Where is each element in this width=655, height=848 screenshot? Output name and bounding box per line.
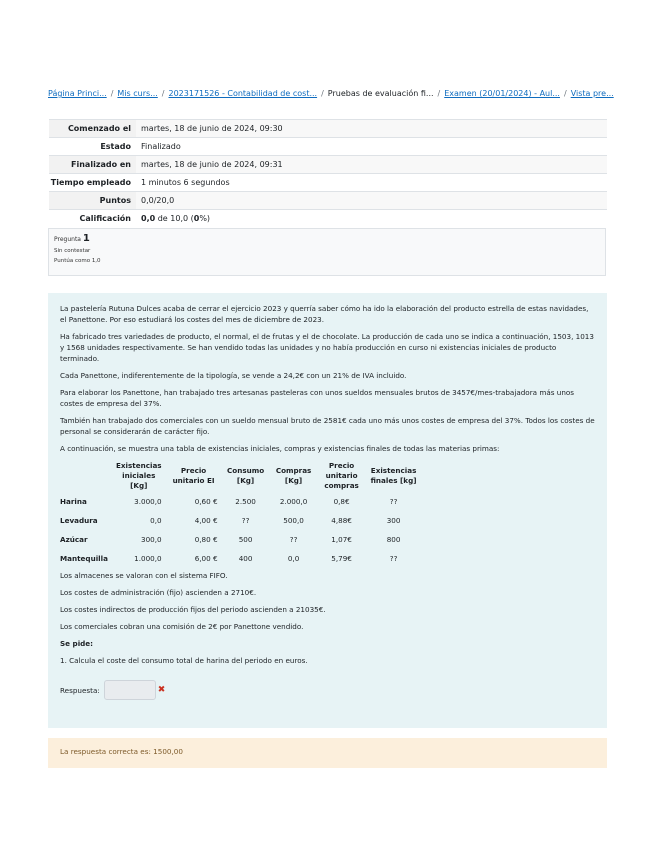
- table-cell: Azúcar: [60, 535, 88, 544]
- question-paragraph: Cada Panettone, indiferentemente de la tipología, se vende a 24,2€ con un 21% de IVA incluido.: [60, 371, 407, 380]
- summary-row: [49, 156, 607, 174]
- table-cell: 0,0: [287, 554, 300, 563]
- breadcrumb-course-link[interactable]: 2023171526 - Contabilidad de cost...: [168, 89, 318, 98]
- table-header: Existencias finales [kg]: [370, 466, 417, 485]
- table-cell: Harina: [60, 497, 87, 506]
- table-cell: 3.000,0: [134, 497, 162, 506]
- answer-row: [60, 680, 595, 700]
- question-paragraph: Ha fabricado tres variedades de producto, el normal, el de frutas y el de chocolate. La producción de cada uno se indica a continuación, 1503, 1013 y 1568 unidades respectivamente. Se han vendido todas las unidades y no había producción en curso ni existencias iniciales de producto terminado.: [60, 332, 594, 363]
- table-cell: 0,0: [150, 516, 162, 525]
- summary-row: [49, 192, 607, 210]
- table-cell: ??: [389, 497, 398, 506]
- table-cell: 4,00 €: [194, 516, 218, 525]
- breadcrumb: [48, 88, 614, 99]
- question-paragraph: La pastelería Rutuna Dulces acaba de cerrar el ejercicio 2023 y querría saber cómo ha ido la elaboración del producto estrella de estas navidades, el Panettone. Por eso estudiará los costes del mes de diciembre de 2023.: [60, 304, 589, 324]
- grade-end: %): [199, 214, 211, 223]
- table-header: Consumo [Kg]: [227, 466, 265, 485]
- ask-text: 1. Calcula el coste del consumo total de harina del periodo en euros.: [60, 656, 308, 665]
- table-cell: 0,60 €: [194, 497, 218, 506]
- answer-label: Respuesta:: [60, 685, 100, 695]
- summary-label: Tiempo empleado: [49, 174, 136, 192]
- table-header-row: [60, 460, 422, 492]
- table-row: [60, 530, 422, 549]
- summary-value: martes, 18 de junio de 2024, 09:31: [136, 156, 607, 174]
- table-cell: 6,00 €: [194, 554, 218, 563]
- table-header: Precio unitario EI: [172, 466, 215, 485]
- incorrect-icon: ✖: [157, 684, 166, 695]
- summary-label: Finalizado en: [49, 156, 136, 174]
- summary-value: martes, 18 de junio de 2024, 09:30: [136, 120, 607, 138]
- answer-input[interactable]: [104, 680, 156, 700]
- summary-label: Comenzado el: [49, 120, 136, 138]
- summary-value: Finalizado: [136, 138, 607, 156]
- table-cell: ??: [241, 516, 250, 525]
- breadcrumb-my-courses-link[interactable]: Mis curs...: [117, 89, 158, 98]
- question-number: [54, 233, 600, 244]
- table-cell: 2.500: [235, 497, 256, 506]
- table-row: [60, 492, 422, 511]
- table-header: [60, 460, 112, 492]
- breadcrumb-separator: /: [563, 89, 567, 98]
- table-cell: 500,0: [283, 516, 304, 525]
- table-header: Existencias iniciales [Kg]: [116, 461, 162, 490]
- summary-row: [49, 174, 607, 192]
- breadcrumb-section: Pruebas de evaluación fi...: [327, 89, 434, 98]
- summary-value: 1 minutos 6 segundos: [136, 174, 607, 192]
- breadcrumb-separator: /: [437, 89, 441, 98]
- table-cell: 300,0: [141, 535, 162, 544]
- grade-value: [136, 210, 607, 228]
- table-cell: 400: [238, 554, 253, 563]
- table-cell: Mantequilla: [60, 554, 108, 563]
- table-cell: 800: [386, 535, 401, 544]
- table-cell: ??: [389, 554, 398, 563]
- question-paragraph: También han trabajado dos comerciales con un sueldo mensual bruto de 2581€ cada uno más unos costes de empresa del 37%. Todos los costes de personal se considerarán de carácter fijo.: [60, 416, 595, 436]
- attempt-summary-table: [49, 119, 607, 227]
- grade-percent: 0: [193, 214, 200, 223]
- question-paragraph: A continuación, se muestra una tabla de existencias iniciales, compras y existencias finales de todas las materias primas:: [60, 444, 500, 453]
- question-number-value: 1: [82, 233, 90, 244]
- summary-row: [49, 138, 607, 156]
- question-marks: Puntúa como 1,0: [54, 258, 101, 264]
- table-cell: ??: [289, 535, 298, 544]
- summary-label: Calificación: [49, 210, 136, 228]
- breadcrumb-separator: /: [110, 89, 114, 98]
- table-cell: 1,07€: [331, 535, 352, 544]
- table-cell: 5,79€: [331, 554, 352, 563]
- question-state: Sin contestar: [54, 248, 91, 254]
- table-header: Precio unitario compras: [324, 461, 359, 490]
- summary-row: [49, 120, 607, 138]
- question-paragraph: Los costes indirectos de producción fijos del periodo ascienden a 21035€.: [60, 605, 326, 614]
- table-row: [60, 511, 422, 530]
- table-cell: 0,80 €: [194, 535, 218, 544]
- summary-value: 0,0/20,0: [136, 192, 607, 210]
- table-cell: 300: [386, 516, 401, 525]
- raw-materials-table: [60, 460, 422, 568]
- breadcrumb-separator: /: [321, 89, 324, 98]
- table-cell: Levadura: [60, 516, 98, 525]
- table-cell: 0,8€: [333, 497, 350, 506]
- table-header: Compras [Kg]: [275, 466, 312, 485]
- table-cell: 4,88€: [331, 516, 352, 525]
- question-formulation: [48, 293, 607, 728]
- breadcrumb-quiz-link[interactable]: Examen (20/01/2024) - Aul...: [444, 89, 560, 98]
- breadcrumb-separator: /: [161, 89, 165, 98]
- ask-label: [60, 638, 595, 649]
- grade-score: 0,0: [141, 214, 156, 223]
- breadcrumb-preview-link[interactable]: Vista pre...: [570, 89, 614, 98]
- question-paragraph: Los almacenes se valoran con el sistema FIFO.: [60, 571, 228, 580]
- table-cell: 500: [238, 535, 253, 544]
- table-row: [60, 549, 422, 568]
- ask-label-text: Se pide:: [60, 639, 94, 648]
- question-paragraph: Para elaborar los Panettone, han trabajado tres artesanas pasteleras con unos sueldos mensuales brutos de 3457€/mes-trabajadora más unos costes de empresa del 37%.: [60, 388, 575, 408]
- table-cell: 2.000,0: [279, 497, 308, 506]
- breadcrumb-home-link[interactable]: Página Princi...: [48, 89, 107, 98]
- question-paragraph: Los comerciales cobran una comisión de 2€ por Panettone vendido.: [60, 622, 304, 631]
- correct-answer-feedback: La respuesta correcta es: 1500,00: [48, 738, 607, 768]
- table-cell: 1.000,0: [134, 554, 162, 563]
- question-label: Pregunta: [54, 236, 81, 243]
- grade-mid: de 10,0 (: [155, 214, 194, 223]
- summary-label: Puntos: [49, 192, 136, 210]
- summary-label: Estado: [49, 138, 136, 156]
- summary-row: [49, 210, 607, 228]
- question-paragraph: Los costes de administración (fijo) ascienden a 2710€.: [60, 588, 257, 597]
- question-info-box: [48, 228, 606, 276]
